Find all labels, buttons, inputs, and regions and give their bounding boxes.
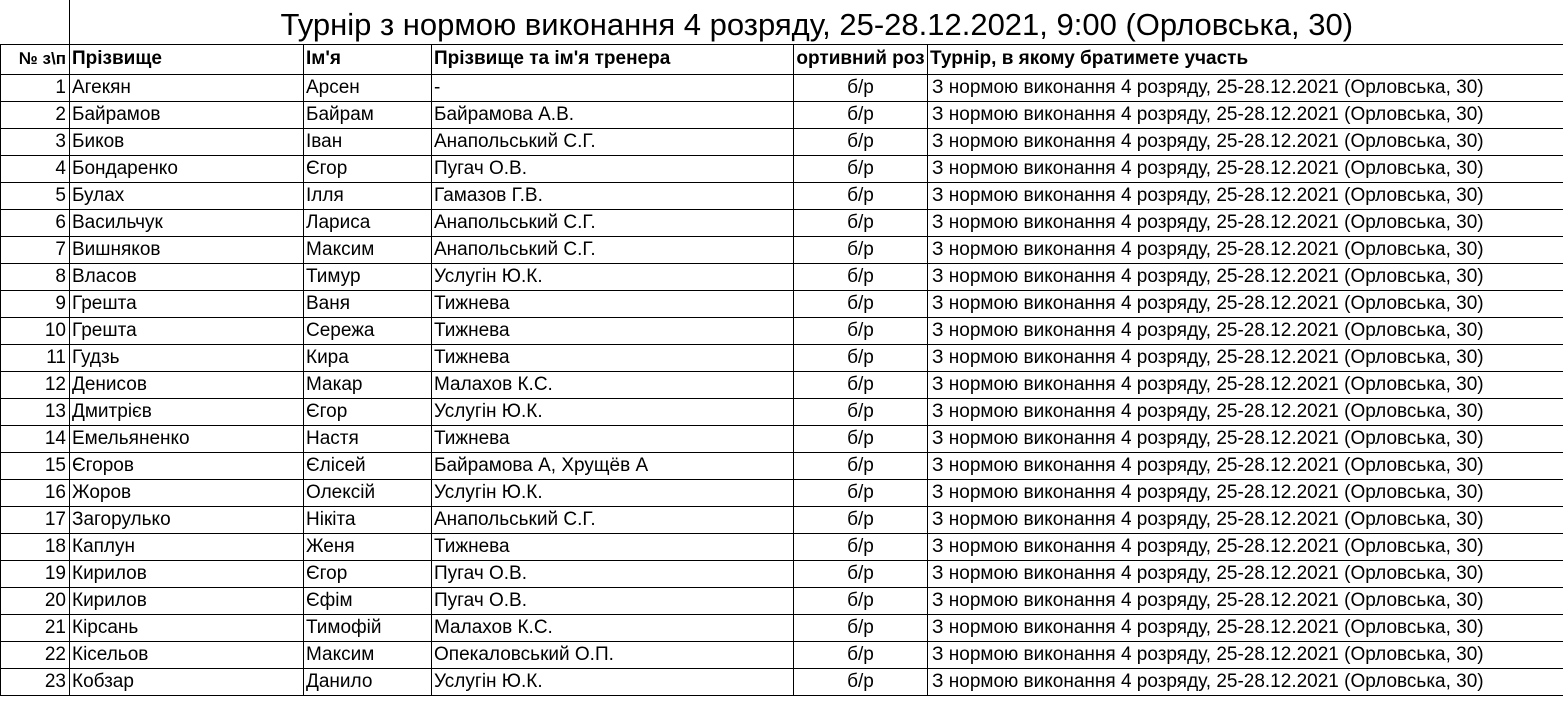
cell-num[interactable]: 13 (1, 398, 70, 425)
cell-num[interactable]: 23 (1, 668, 70, 695)
cell-tournament[interactable]: З нормою виконання 4 розряду, 25-28.12.2021 (Орловська, 30) (928, 641, 1563, 668)
cell-rank[interactable]: б/р (794, 155, 928, 182)
cell-name[interactable]: Єгор (304, 155, 432, 182)
cell-surname[interactable]: Кобзар (70, 668, 304, 695)
cell-coach[interactable]: Пугач О.В. (432, 155, 794, 182)
header-rank[interactable] (794, 44, 928, 74)
cell-surname[interactable]: Дмитрієв (70, 398, 304, 425)
cell-surname[interactable]: Жоров (70, 479, 304, 506)
header-name[interactable]: Ім'я (304, 44, 432, 74)
cell-num[interactable]: 14 (1, 425, 70, 452)
table-row (1, 668, 1563, 695)
header-coach[interactable]: Прізвище та ім'я тренера (432, 44, 794, 74)
cell-surname[interactable]: Грешта (70, 290, 304, 317)
cell-rank[interactable]: б/р (794, 587, 928, 614)
cell-tournament[interactable]: З нормою виконання 4 розряду, 25-28.12.2021 (Орловська, 30) (928, 236, 1563, 263)
cell-surname[interactable]: Васильчук (70, 209, 304, 236)
cell-surname[interactable]: Байрамов (70, 101, 304, 128)
cell-name[interactable]: Байрам (304, 101, 432, 128)
cell-tournament[interactable]: З нормою виконання 4 розряду, 25-28.12.2021 (Орловська, 30) (928, 128, 1563, 155)
cell-coach[interactable]: Гамазов Г.В. (432, 182, 794, 209)
cell-rank[interactable]: б/р (794, 371, 928, 398)
table-row (1, 533, 1563, 560)
table-row (1, 74, 1563, 101)
cell-surname[interactable]: Кісельов (70, 641, 304, 668)
cell-tournament[interactable]: З нормою виконання 4 розряду, 25-28.12.2021 (Орловська, 30) (928, 290, 1563, 317)
cell-rank[interactable]: б/р (794, 317, 928, 344)
cell-surname[interactable]: Гудзь (70, 344, 304, 371)
cell-name[interactable]: Максим (304, 641, 432, 668)
cell-num[interactable]: 7 (1, 236, 70, 263)
cell-tournament[interactable]: З нормою виконання 4 розряду, 25-28.12.2021 (Орловська, 30) (928, 533, 1563, 560)
cell-name[interactable]: Арсен (304, 74, 432, 101)
cell-rank[interactable]: б/р (794, 479, 928, 506)
cell-coach[interactable]: Анапольський С.Г. (432, 506, 794, 533)
cell-surname[interactable]: Булах (70, 182, 304, 209)
cell-tournament[interactable]: З нормою виконання 4 розряду, 25-28.12.2021 (Орловська, 30) (928, 209, 1563, 236)
cell-coach[interactable]: Пугач О.В. (432, 560, 794, 587)
cell-tournament[interactable]: З нормою виконання 4 розряду, 25-28.12.2021 (Орловська, 30) (928, 344, 1563, 371)
cell-coach[interactable]: Тижнева (432, 290, 794, 317)
cell-name[interactable]: Настя (304, 425, 432, 452)
cell-coach[interactable]: Услугін Ю.К. (432, 479, 794, 506)
cell-num[interactable]: 8 (1, 263, 70, 290)
cell-num[interactable]: 21 (1, 614, 70, 641)
cell-num[interactable]: 9 (1, 290, 70, 317)
cell-name[interactable]: Кира (304, 344, 432, 371)
cell-tournament[interactable]: З нормою виконання 4 розряду, 25-28.12.2021 (Орловська, 30) (928, 155, 1563, 182)
cell-coach[interactable]: Услугін Ю.К. (432, 263, 794, 290)
cell-surname[interactable]: Кирилов (70, 587, 304, 614)
header-tournament[interactable]: Турнір, в якому братимете участь (928, 44, 1563, 74)
cell-tournament[interactable]: З нормою виконання 4 розряду, 25-28.12.2021 (Орловська, 30) (928, 263, 1563, 290)
cell-num[interactable]: 19 (1, 560, 70, 587)
cell-tournament[interactable]: З нормою виконання 4 розряду, 25-28.12.2021 (Орловська, 30) (928, 101, 1563, 128)
cell-num[interactable]: 12 (1, 371, 70, 398)
cell-rank[interactable]: б/р (794, 101, 928, 128)
cell-name[interactable]: Лариса (304, 209, 432, 236)
cell-tournament[interactable]: З нормою виконання 4 розряду, 25-28.12.2021 (Орловська, 30) (928, 398, 1563, 425)
cell-rank[interactable]: б/р (794, 290, 928, 317)
cell-rank[interactable]: б/р (794, 209, 928, 236)
cell-coach[interactable]: Байрамова А, Хрущёв А (432, 452, 794, 479)
cell-coach[interactable]: Услугін Ю.К. (432, 668, 794, 695)
cell-coach[interactable]: - (432, 74, 794, 101)
table-row (1, 236, 1563, 263)
cell-surname[interactable]: Вишняков (70, 236, 304, 263)
header-surname[interactable]: Прізвище (70, 44, 304, 74)
cell-rank[interactable]: б/р (794, 128, 928, 155)
cell-tournament[interactable]: З нормою виконання 4 розряду, 25-28.12.2021 (Орловська, 30) (928, 452, 1563, 479)
table-row (1, 263, 1563, 290)
table-row (1, 182, 1563, 209)
cell-rank[interactable]: б/р (794, 263, 928, 290)
cell-tournament[interactable]: З нормою виконання 4 розряду, 25-28.12.2021 (Орловська, 30) (928, 425, 1563, 452)
cell-surname[interactable]: Денисов (70, 371, 304, 398)
cell-rank[interactable]: б/р (794, 344, 928, 371)
cell-name[interactable]: Женя (304, 533, 432, 560)
cell-name[interactable]: Сережа (304, 317, 432, 344)
table-row (1, 290, 1563, 317)
cell-num[interactable]: 20 (1, 587, 70, 614)
cell-name[interactable]: Ілля (304, 182, 432, 209)
cell-surname[interactable]: Агекян (70, 74, 304, 101)
cell-name[interactable]: Єлісей (304, 452, 432, 479)
table-row (1, 371, 1563, 398)
cell-surname[interactable]: Єгоров (70, 452, 304, 479)
cell-num[interactable]: 22 (1, 641, 70, 668)
cell-coach[interactable]: Тижнева (432, 344, 794, 371)
cell-name[interactable]: Тимофій (304, 614, 432, 641)
cell-rank[interactable]: б/р (794, 182, 928, 209)
cell-coach[interactable]: Анапольський С.Г. (432, 128, 794, 155)
cell-name[interactable]: Єгор (304, 398, 432, 425)
cell-surname[interactable]: Грешта (70, 317, 304, 344)
cell-coach[interactable]: Опекаловський О.П. (432, 641, 794, 668)
cell-surname[interactable]: Биков (70, 128, 304, 155)
cell-tournament[interactable]: З нормою виконання 4 розряду, 25-28.12.2021 (Орловська, 30) (928, 317, 1563, 344)
cell-surname[interactable]: Власов (70, 263, 304, 290)
cell-tournament[interactable]: З нормою виконання 4 розряду, 25-28.12.2021 (Орловська, 30) (928, 74, 1563, 101)
cell-name[interactable]: Олексій (304, 479, 432, 506)
cell-rank[interactable]: б/р (794, 560, 928, 587)
header-row (1, 44, 1563, 74)
table-row (1, 614, 1563, 641)
table-row (1, 452, 1563, 479)
sheet-title[interactable]: Турнір з нормою виконання 4 розряду, 25-28.12.2021, 9:00 (Орловська, 30) (70, 0, 1563, 44)
cell-tournament[interactable]: З нормою виконання 4 розряду, 25-28.12.2021 (Орловська, 30) (928, 614, 1563, 641)
cell-num[interactable]: 1 (1, 74, 70, 101)
cell-rank[interactable]: б/р (794, 641, 928, 668)
table-row (1, 317, 1563, 344)
table-row (1, 128, 1563, 155)
cell-surname[interactable]: Каплун (70, 533, 304, 560)
cell-num[interactable]: 11 (1, 344, 70, 371)
cell-tournament[interactable]: З нормою виконання 4 розряду, 25-28.12.2021 (Орловська, 30) (928, 506, 1563, 533)
cell-coach[interactable]: Байрамова А.В. (432, 101, 794, 128)
cell-rank[interactable]: б/р (794, 398, 928, 425)
cell-coach[interactable]: Анапольський С.Г. (432, 209, 794, 236)
cell-rank[interactable]: б/р (794, 668, 928, 695)
cell-num[interactable]: 10 (1, 317, 70, 344)
cell-rank[interactable]: б/р (794, 452, 928, 479)
cell-tournament[interactable]: З нормою виконання 4 розряду, 25-28.12.2021 (Орловська, 30) (928, 182, 1563, 209)
title-row (1, 0, 1563, 44)
cell-rank[interactable]: б/р (794, 533, 928, 560)
cell-num[interactable]: 4 (1, 155, 70, 182)
cell-rank[interactable]: б/р (794, 74, 928, 101)
cell-num[interactable]: 5 (1, 182, 70, 209)
cell-coach[interactable]: Пугач О.В. (432, 587, 794, 614)
cell-rank[interactable]: б/р (794, 236, 928, 263)
cell-name[interactable]: Максим (304, 236, 432, 263)
cell-num[interactable]: 3 (1, 128, 70, 155)
cell-num[interactable]: 17 (1, 506, 70, 533)
header-rank-label: ортивний роз (796, 48, 925, 69)
cell-tournament[interactable]: З нормою виконання 4 розряду, 25-28.12.2021 (Орловська, 30) (928, 668, 1563, 695)
header-num[interactable]: № з\п (1, 44, 70, 74)
table-row (1, 155, 1563, 182)
cell-coach[interactable]: Малахов К.С. (432, 371, 794, 398)
cell-coach[interactable]: Тижнева (432, 425, 794, 452)
empty-cell[interactable] (1, 0, 70, 44)
table-row (1, 425, 1563, 452)
cell-surname[interactable]: Загорулько (70, 506, 304, 533)
table-row (1, 587, 1563, 614)
cell-surname[interactable]: Бондаренко (70, 155, 304, 182)
cell-surname[interactable]: Емельяненко (70, 425, 304, 452)
cell-surname[interactable]: Кірсань (70, 614, 304, 641)
cell-coach[interactable]: Малахов К.С. (432, 614, 794, 641)
table-row (1, 101, 1563, 128)
cell-surname[interactable]: Кирилов (70, 560, 304, 587)
cell-num[interactable]: 16 (1, 479, 70, 506)
cell-rank[interactable]: б/р (794, 425, 928, 452)
cell-name[interactable]: Ваня (304, 290, 432, 317)
cell-name[interactable]: Нікіта (304, 506, 432, 533)
cell-name[interactable]: Єфім (304, 587, 432, 614)
table-row (1, 506, 1563, 533)
table-row (1, 479, 1563, 506)
table-row (1, 560, 1563, 587)
cell-name[interactable]: Данило (304, 668, 432, 695)
cell-num[interactable]: 2 (1, 101, 70, 128)
table-row (1, 641, 1563, 668)
table-row (1, 398, 1563, 425)
cell-tournament[interactable]: З нормою виконання 4 розряду, 25-28.12.2021 (Орловська, 30) (928, 371, 1563, 398)
cell-coach[interactable]: Тижнева (432, 317, 794, 344)
cell-num[interactable]: 6 (1, 209, 70, 236)
cell-rank[interactable]: б/р (794, 614, 928, 641)
cell-num[interactable]: 18 (1, 533, 70, 560)
cell-name[interactable]: Єгор (304, 560, 432, 587)
cell-name[interactable]: Тимур (304, 263, 432, 290)
cell-coach[interactable]: Услугін Ю.К. (432, 398, 794, 425)
cell-tournament[interactable]: З нормою виконання 4 розряду, 25-28.12.2021 (Орловська, 30) (928, 479, 1563, 506)
cell-tournament[interactable]: З нормою виконання 4 розряду, 25-28.12.2021 (Орловська, 30) (928, 560, 1563, 587)
cell-coach[interactable]: Анапольський С.Г. (432, 236, 794, 263)
cell-rank[interactable]: б/р (794, 506, 928, 533)
cell-tournament[interactable]: З нормою виконання 4 розряду, 25-28.12.2021 (Орловська, 30) (928, 587, 1563, 614)
cell-num[interactable]: 15 (1, 452, 70, 479)
table-row (1, 344, 1563, 371)
table-row (1, 209, 1563, 236)
cell-name[interactable]: Іван (304, 128, 432, 155)
cell-coach[interactable]: Тижнева (432, 533, 794, 560)
cell-name[interactable]: Макар (304, 371, 432, 398)
